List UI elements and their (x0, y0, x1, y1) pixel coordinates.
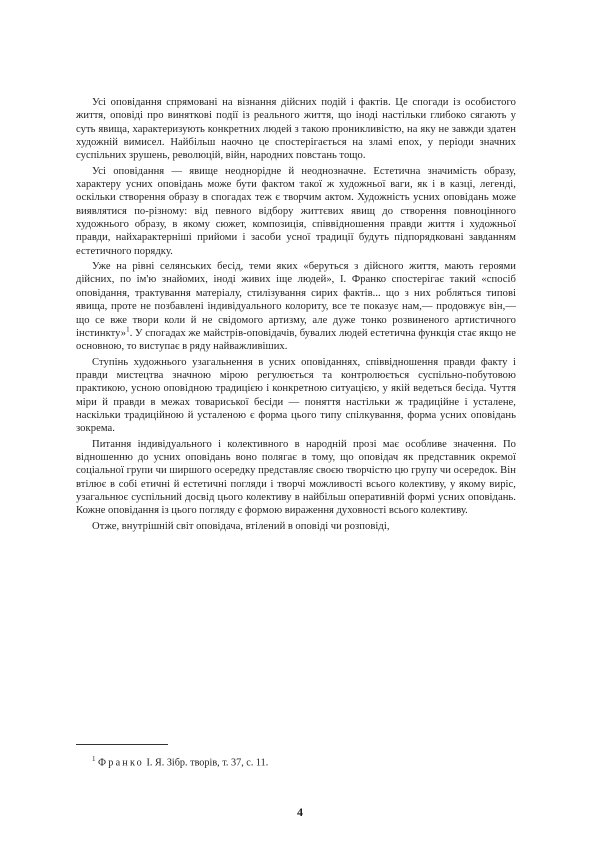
footnote-marker: 1 (92, 755, 96, 763)
paragraph-6: Отже, внутрішній світ оповідача, втілений в оповіді чи розповіді, (92, 520, 390, 532)
paragraph-2: Усі оповідання — явище неоднорідне й неоднозначне. Естетична значимість образу, характеру усних оповідань може бути фактом такої ж художньої ваги, як і в казці, легенді, оскільки створення образу в спогадах теж є творчим актом. Художність усних оповідань може виявлятися по-різному: від певного відбору життєвих явищ до створення повноцінного художнього образу, в якому сюжет, композиція, співвідношення правди життя і художньої правди, найхарактерніші прийоми і засоби усної традиції будуть підпорядковані завданням естетичного порядку. (76, 165, 516, 257)
footnote-text: І. Я. Зібр. творів, т. 37, с. 11. (146, 757, 269, 769)
paragraph-3-tail: . У спогадах же майстрів-оповідачів, бувалих людей естетична функція стає якщо не основною, то виступає в ряду найважливіших. (76, 327, 516, 353)
paragraph-5: Питання індивідуального і колективного в народній прозі має особливе значення. По відношенню до усних оповідань воно полягає в тому, що оповідач як представник окремої соціальної групи чи ширшого осередку представляє своєю творчістю цю групу чи осередок. Він втілює в собі етичні й естетичні погляди і творчі можливості всього колективу, у якому виріс, узагальнює суспільний досвід цього колективу в найбільш оперативній формі усних оповідань. Кожне оповідання із цього погляду є формою вираження духовності всього колективу. (76, 438, 516, 517)
paragraph-1: Усі оповідання спрямовані на візнання дійсних подій і фактів. Це спогади із особистого життя, оповіді про винятковi події із реального життя, що іноді настільки глибоко сягають у суть явища, характеризують конкретних людей з такою проникливістю, на яку не завжди здатен художній вимисел. Найбільш наочно це спостерігається на зламі епох, у періоди значних суспільних зрушень, революцій, війн, народних повстань тощо. (76, 97, 516, 162)
footnote-reference[interactable]: 1 (126, 325, 130, 334)
page-number: 4 (297, 805, 303, 819)
footnote-divider (76, 744, 168, 745)
paragraph-3-text: Уже на рівні селянських бесід, теми яких «беруться з дійсного життя, мають героями дійсних, по ім'ю знайомих, іноді живих іще людей», І. Франко спостерігає такий «спосіб оповідання, трактування матеріалу, стилізування сирих фактів... що з них робляться типові явища, проте не позбавлені індивідуального колориту, все те показує нам,— продовжує він,— що се вже твори коли й не свідомого артизму, але дуже тонко розвиненого артистичного інстинкту» (76, 261, 516, 339)
paragraph-4: Ступінь художнього узагальнення в усних оповіданнях, співвідношення правди факту і правди мистецтва значною мірою регулюється та контролюється суспільно-побутовою практикою, усною оповідною традицією і конкретною ситуацією, у якій ведеться бесіда. Чуття міри й правди в межах товариської бесіди — поняття настільки ж традиційне і усталене, наскільки традиційною й усталеною є форма цього типу спілкування, форма усних оповідань зокрема. (76, 356, 516, 435)
footnote-author: Франко (98, 757, 144, 769)
paragraph-3 (76, 260, 516, 353)
footnote (92, 753, 268, 769)
page-body (76, 96, 516, 533)
